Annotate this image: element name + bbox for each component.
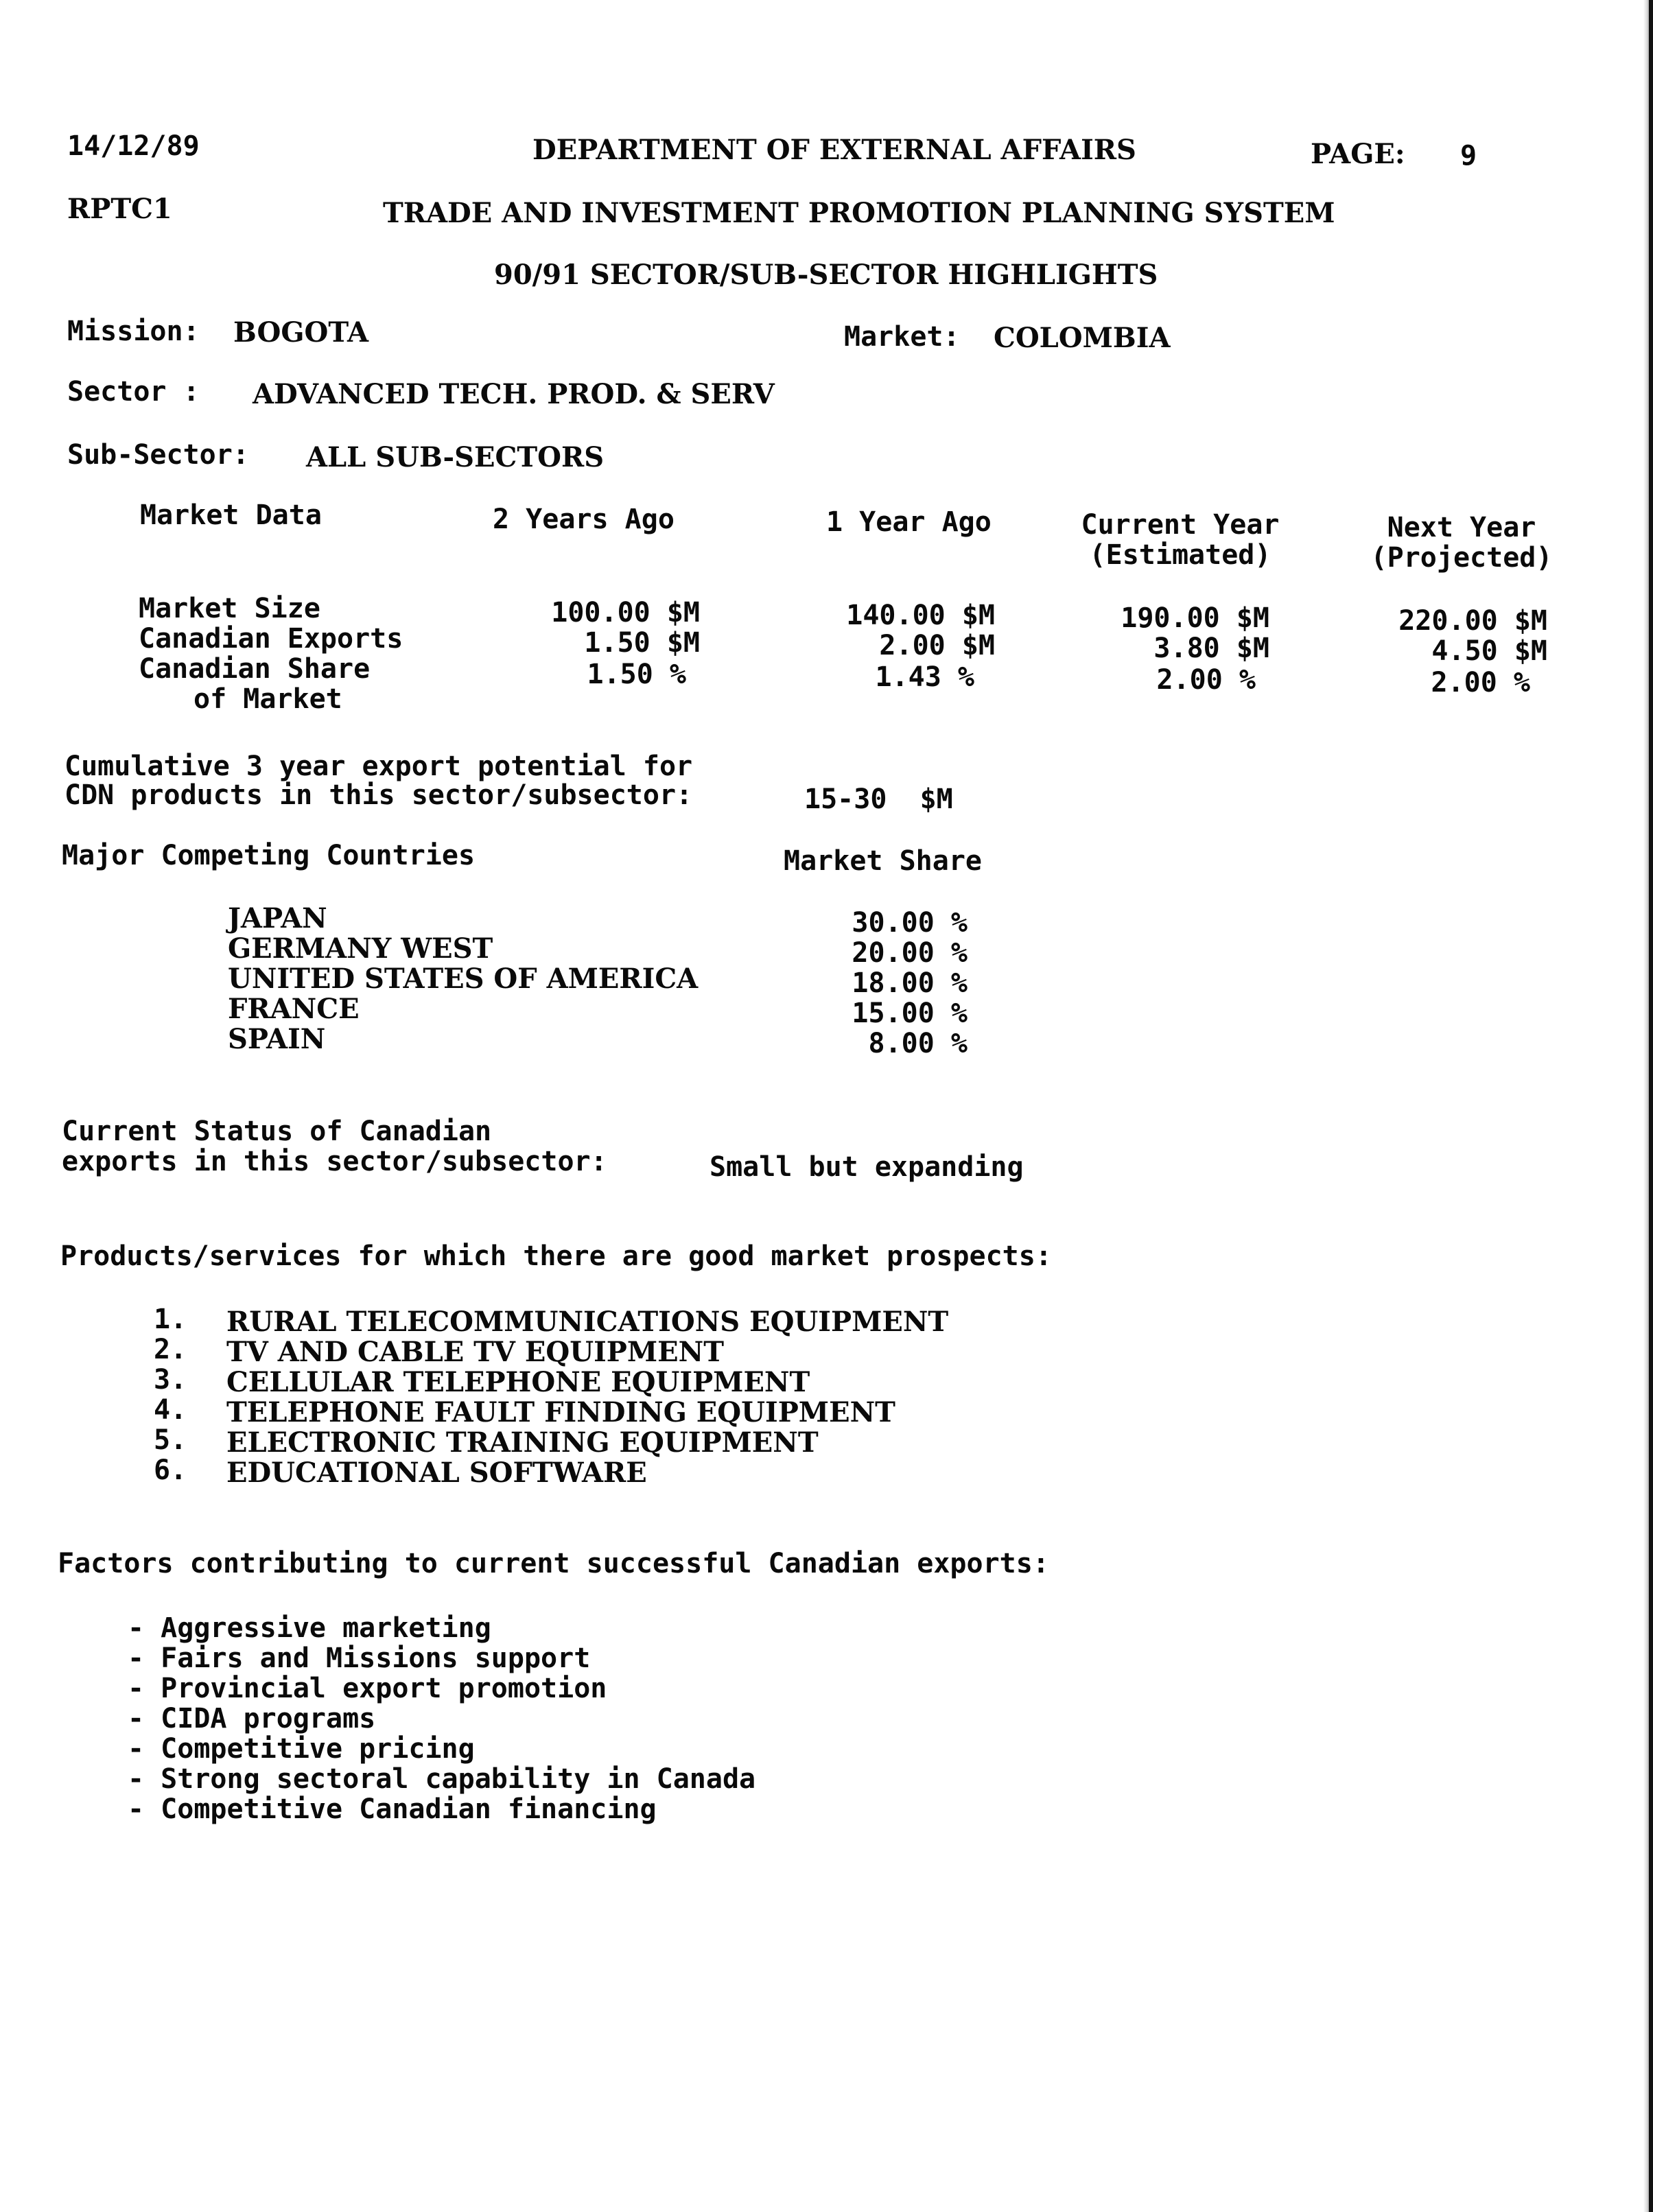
country-name: GERMANY WEST	[228, 932, 493, 965]
cell-value: 2.00 %	[1156, 664, 1256, 696]
item-number: 6.	[154, 1455, 187, 1486]
page-label: PAGE:	[1311, 138, 1405, 170]
cell-value: 2.00 %	[1431, 667, 1530, 698]
market-value: COLOMBIA	[994, 322, 1171, 354]
cell-value: 1.43 %	[875, 661, 974, 693]
country-share: 15.00 %	[852, 998, 968, 1029]
country-share: 30.00 %	[852, 907, 968, 939]
country-share: 8.00 %	[868, 1028, 968, 1059]
sector-value: ADVANCED TECH. PROD. & SERV	[253, 378, 775, 410]
item-number: 4.	[154, 1394, 187, 1426]
col-current-year: Current Year	[1081, 509, 1280, 541]
report-code: RPTC1	[67, 193, 172, 225]
sector-label: Sector :	[67, 376, 200, 408]
market-label: Market:	[844, 321, 960, 353]
country-name: UNITED STATES OF AMERICA	[228, 963, 699, 995]
page-number: 9	[1460, 140, 1477, 172]
cell-value: 190.00 $M	[1121, 602, 1269, 634]
system-title: TRADE AND INVESTMENT PROMOTION PLANNING SYSTEM	[383, 197, 1335, 229]
cell-value: 1.50 %	[587, 659, 686, 690]
item-number: 5.	[154, 1424, 187, 1456]
list-item: - Competitive Canadian financing	[128, 1793, 657, 1825]
market-data-heading: Market Data	[140, 499, 322, 531]
prospects-heading: Products/services for which there are good market prospects:	[60, 1240, 1052, 1272]
list-item: - Provincial export promotion	[128, 1673, 607, 1704]
item-text: RURAL TELECOMMUNICATIONS EQUIPMENT	[226, 1306, 949, 1338]
status-value: Small but expanding	[710, 1151, 1024, 1183]
cell-value: 3.80 $M	[1153, 633, 1269, 664]
subsector-label: Sub-Sector:	[67, 439, 249, 471]
row-label: Canadian Share	[139, 653, 371, 685]
potential-value: 15-30 $M	[804, 784, 953, 815]
country-name: JAPAN	[228, 902, 327, 934]
item-text: CELLULAR TELEPHONE EQUIPMENT	[226, 1366, 810, 1398]
list-item: - Strong sectoral capability in Canada	[128, 1763, 756, 1795]
item-number: 3.	[154, 1364, 187, 1396]
col-current-year-estimated: (Estimated)	[1089, 539, 1271, 571]
row-label-continued: of Market	[194, 683, 342, 715]
col-next-year-projected: (Projected)	[1370, 542, 1553, 574]
row-label: Market Size	[139, 593, 320, 624]
status-line-1: Current Status of Canadian	[62, 1116, 492, 1147]
country-name: SPAIN	[228, 1023, 326, 1055]
cell-value: 2.00 $M	[879, 630, 995, 661]
item-number: 2.	[154, 1334, 187, 1365]
mission-value: BOGOTA	[233, 316, 369, 349]
item-text: EDUCATIONAL SOFTWARE	[226, 1457, 647, 1489]
report-date: 14/12/89	[67, 130, 200, 162]
item-number: 1.	[154, 1304, 187, 1335]
report-subtitle: 90/91 SECTOR/SUB-SECTOR HIGHLIGHTS	[494, 259, 1158, 291]
item-text: TELEPHONE FAULT FINDING EQUIPMENT	[226, 1396, 895, 1428]
potential-line-2: CDN products in this sector/subsector:	[65, 779, 693, 811]
market-share-heading: Market Share	[784, 845, 982, 877]
status-line-2: exports in this sector/subsector:	[62, 1146, 607, 1177]
department-title: DEPARTMENT OF EXTERNAL AFFAIRS	[532, 134, 1136, 166]
cell-value: 100.00 $M	[551, 597, 700, 628]
cell-value: 4.50 $M	[1431, 635, 1547, 667]
competitors-heading: Major Competing Countries	[62, 840, 476, 871]
col-next-year: Next Year	[1387, 512, 1536, 543]
cell-value: 220.00 $M	[1398, 605, 1547, 637]
potential-line-1: Cumulative 3 year export potential for	[65, 751, 693, 782]
list-item: - Competitive pricing	[128, 1733, 475, 1765]
subsector-value: ALL SUB-SECTORS	[306, 441, 605, 473]
cell-value: 1.50 $M	[584, 627, 700, 659]
factors-heading: Factors contributing to current successful Canadian exports:	[58, 1548, 1049, 1579]
country-share: 20.00 %	[852, 937, 968, 969]
list-item: - Aggressive marketing	[128, 1612, 491, 1644]
item-text: TV AND CABLE TV EQUIPMENT	[226, 1336, 724, 1368]
country-share: 18.00 %	[852, 967, 968, 999]
page-edge	[1649, 0, 1653, 2212]
col-1-year-ago: 1 Year Ago	[826, 506, 992, 538]
row-label: Canadian Exports	[139, 623, 403, 655]
country-name: FRANCE	[228, 993, 360, 1025]
cell-value: 140.00 $M	[846, 600, 995, 631]
list-item: - CIDA programs	[128, 1703, 376, 1734]
col-2-years-ago: 2 Years Ago	[493, 504, 675, 535]
mission-label: Mission:	[67, 316, 200, 347]
item-text: ELECTRONIC TRAINING EQUIPMENT	[226, 1426, 819, 1459]
list-item: - Fairs and Missions support	[128, 1643, 591, 1674]
